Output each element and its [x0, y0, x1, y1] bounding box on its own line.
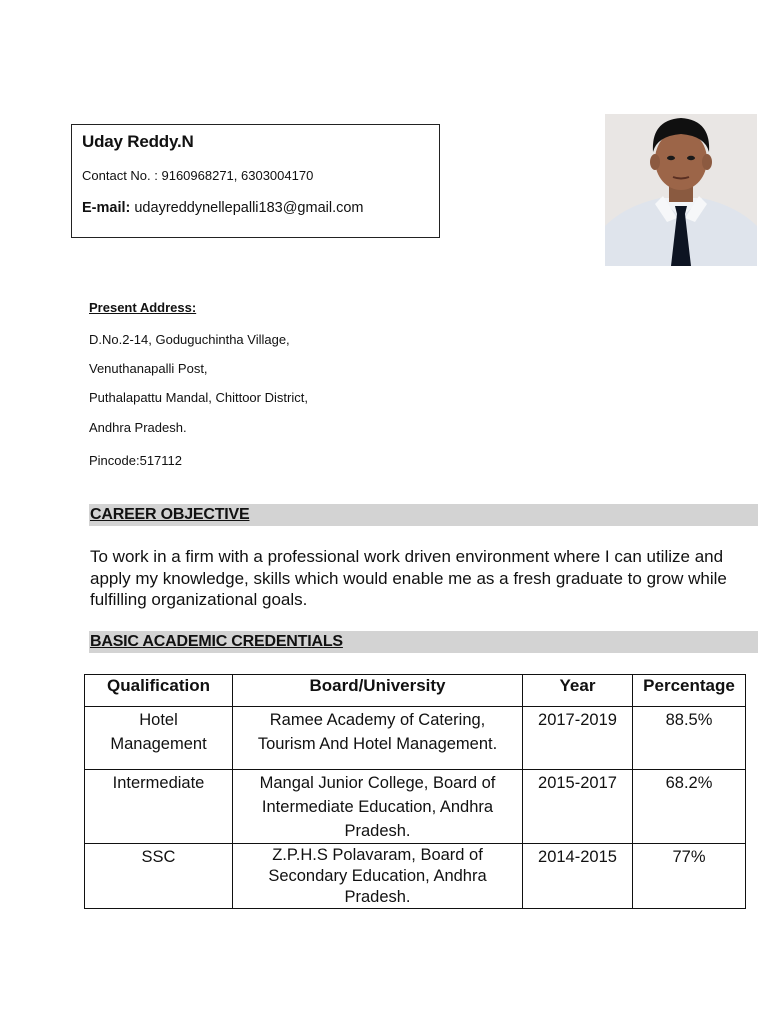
address-heading: Present Address:: [89, 300, 197, 315]
table-row: [85, 707, 746, 770]
profile-photo: [605, 114, 757, 266]
academic-credentials-bar: [89, 631, 758, 653]
candidate-name: Uday Reddy.N: [82, 132, 194, 151]
address-line: D.No.2-14, Goduguchintha Village,: [89, 332, 290, 347]
table-row: [85, 844, 746, 909]
career-objective-text: To work in a firm with a professional work driven environment where I can utilize and apply my knowledge, skills which would enable me as a fresh graduate to grow while fulfilling organizational goals.: [90, 547, 727, 609]
cell-qualification: SSC: [85, 844, 233, 909]
cell-board: Ramee Academy of Catering, Tourism And Hotel Management.: [233, 707, 523, 770]
email-label: E-mail:: [82, 200, 131, 216]
contact-box: [71, 124, 440, 238]
header-board: Board/University: [233, 675, 523, 707]
cell-percentage: 68.2%: [633, 770, 746, 844]
cell-percentage: 77%: [633, 844, 746, 909]
pincode-line: Pincode:517112: [89, 453, 183, 468]
cell-percentage: 88.5%: [633, 707, 746, 770]
cell-year: 2015-2017: [523, 770, 633, 844]
header-year: Year: [523, 675, 633, 707]
cell-year: 2014-2015: [523, 844, 633, 909]
cell-board: Z.P.H.S Polavaram, Board of Secondary Education, Andhra Pradesh.: [233, 844, 523, 909]
academic-credentials-title: BASIC ACADEMIC CREDENTIALS: [90, 633, 343, 650]
address-line: Puthalapattu Mandal, Chittoor District,: [89, 390, 308, 405]
email-line: [82, 200, 364, 216]
header-qualification: Qualification: [85, 675, 233, 707]
table-row: [85, 770, 746, 844]
contact-number: Contact No. : 9160968271, 6303004170: [82, 168, 314, 183]
header-percentage: Percentage: [633, 675, 746, 707]
cell-board: Mangal Junior College, Board of Intermediate Education, Andhra Pradesh.: [233, 770, 523, 844]
cell-qualification: Hotel Management: [85, 707, 233, 770]
career-objective-title: CAREER OBJECTIVE: [90, 506, 250, 523]
academic-table: [84, 674, 746, 909]
address-line: Venuthanapalli Post,: [89, 361, 208, 376]
profile-photo-image: [605, 114, 757, 266]
cell-qualification: Intermediate: [85, 770, 233, 844]
email-value: udayreddynellepalli183@gmail.com: [130, 200, 364, 216]
career-objective-bar: [89, 504, 758, 526]
table-header-row: [85, 675, 746, 707]
address-line: Andhra Pradesh.: [89, 420, 187, 435]
cell-year: 2017-2019: [523, 707, 633, 770]
